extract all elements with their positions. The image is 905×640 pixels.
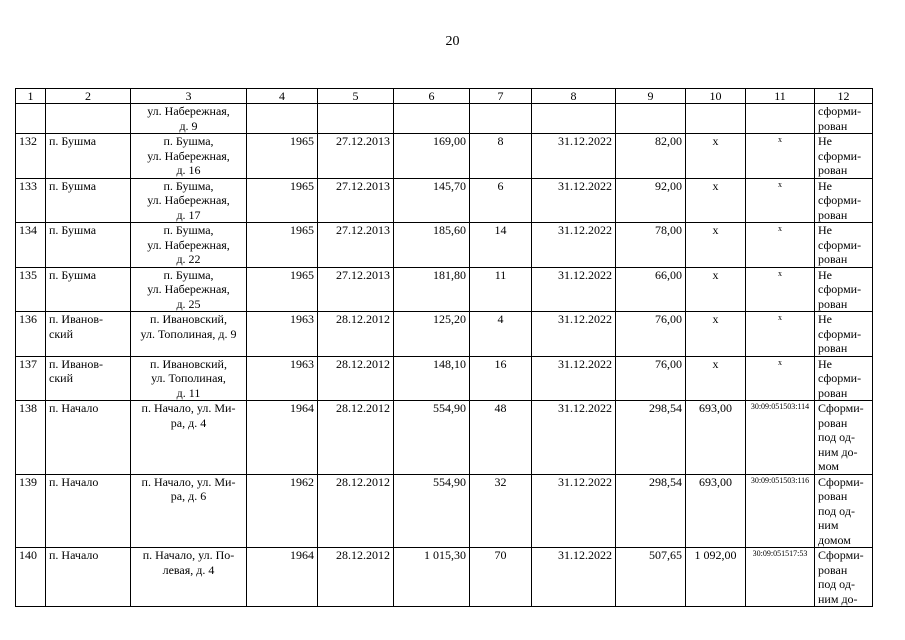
cell-number: 137 xyxy=(16,356,46,401)
table-row xyxy=(16,312,873,357)
cell-value9: 82,00 xyxy=(616,134,686,179)
cell-year: 1963 xyxy=(247,356,318,401)
cell-number: 139 xyxy=(16,474,46,548)
cell-value10: 693,00 xyxy=(686,401,746,475)
cell-deadline: 31.12.2022 xyxy=(532,134,616,179)
column-header: 3 xyxy=(131,89,247,104)
cell-status: Сформи- рован под од- ним домом xyxy=(815,474,873,548)
cell-status: Не сформи- рован xyxy=(815,356,873,401)
column-header: 7 xyxy=(470,89,532,104)
cell-count: 48 xyxy=(470,401,532,475)
table-row xyxy=(16,178,873,223)
cell-date: 28.12.2012 xyxy=(318,474,394,548)
cell-area: 125,20 xyxy=(394,312,470,357)
cell-deadline: 31.12.2022 xyxy=(532,401,616,475)
cell-cadastral: х xyxy=(746,356,815,401)
column-header: 6 xyxy=(394,89,470,104)
cell-area: 554,90 xyxy=(394,474,470,548)
cell-cadastral: 30:09:051503:116 xyxy=(746,474,815,548)
cell-date: 27.12.2013 xyxy=(318,223,394,268)
cell-status: Не сформи- рован xyxy=(815,267,873,312)
cell-address: п. Начало, ул. По- левая, д. 4 xyxy=(131,548,247,607)
cell-cadastral: х xyxy=(746,267,815,312)
cell-settlement xyxy=(46,104,131,134)
cell-status: Не сформи- рован xyxy=(815,134,873,179)
cell-area: 145,70 xyxy=(394,178,470,223)
cell-number: 133 xyxy=(16,178,46,223)
cell-count: 6 xyxy=(470,178,532,223)
cell-count: 11 xyxy=(470,267,532,312)
cell-settlement: п. Бушма xyxy=(46,134,131,179)
cell-address: ул. Набережная, д. 9 xyxy=(131,104,247,134)
cell-count: 32 xyxy=(470,474,532,548)
cell-status: сформи- рован xyxy=(815,104,873,134)
cell-settlement: п. Иванов- ский xyxy=(46,312,131,357)
cell-count: 70 xyxy=(470,548,532,607)
cell-status: Не сформи- рован xyxy=(815,178,873,223)
table-row xyxy=(16,548,873,607)
cell-date: 28.12.2012 xyxy=(318,401,394,475)
cell-year: 1965 xyxy=(247,178,318,223)
cell-settlement: п. Иванов- ский xyxy=(46,356,131,401)
column-header: 2 xyxy=(46,89,131,104)
column-number-row xyxy=(16,89,873,104)
cell-area: 148,10 xyxy=(394,356,470,401)
cell-cadastral: 30:09:051503:114 xyxy=(746,401,815,475)
cell-value10: х xyxy=(686,312,746,357)
cell-deadline: 31.12.2022 xyxy=(532,223,616,268)
cell-deadline: 31.12.2022 xyxy=(532,312,616,357)
cell-date: 28.12.2012 xyxy=(318,548,394,607)
cell-value9: 78,00 xyxy=(616,223,686,268)
cell-settlement: п. Бушма xyxy=(46,223,131,268)
cell-year: 1963 xyxy=(247,312,318,357)
cell-value9: 298,54 xyxy=(616,401,686,475)
table-row xyxy=(16,401,873,475)
cell-settlement: п. Начало xyxy=(46,548,131,607)
cell-year: 1965 xyxy=(247,134,318,179)
table-row xyxy=(16,134,873,179)
cell-status: Сформи- рован под од- ним до- xyxy=(815,548,873,607)
column-header: 11 xyxy=(746,89,815,104)
cell-status: Сформи- рован под од- ним до- мом xyxy=(815,401,873,475)
cell-area: 1 015,30 xyxy=(394,548,470,607)
cell-address: п. Начало, ул. Ми- ра, д. 4 xyxy=(131,401,247,475)
cell-status: Не сформи- рован xyxy=(815,312,873,357)
cell-value10: х xyxy=(686,267,746,312)
cell-value10: х xyxy=(686,134,746,179)
cell-area: 554,90 xyxy=(394,401,470,475)
cell-number xyxy=(16,104,46,134)
column-header: 8 xyxy=(532,89,616,104)
cell-year: 1965 xyxy=(247,267,318,312)
cell-address: п. Бушма, ул. Набережная, д. 25 xyxy=(131,267,247,312)
cell-count: 16 xyxy=(470,356,532,401)
cell-number: 138 xyxy=(16,401,46,475)
cell-date: 27.12.2013 xyxy=(318,267,394,312)
cell-number: 134 xyxy=(16,223,46,268)
cell-value10 xyxy=(686,104,746,134)
cell-count xyxy=(470,104,532,134)
cell-date: 28.12.2012 xyxy=(318,312,394,357)
cell-address: п. Ивановский, ул. Тополиная, д. 11 xyxy=(131,356,247,401)
cell-value9: 298,54 xyxy=(616,474,686,548)
cell-value9: 507,65 xyxy=(616,548,686,607)
cell-deadline: 31.12.2022 xyxy=(532,548,616,607)
table-row xyxy=(16,356,873,401)
column-header: 5 xyxy=(318,89,394,104)
cell-area: 185,60 xyxy=(394,223,470,268)
cell-count: 14 xyxy=(470,223,532,268)
cell-deadline: 31.12.2022 xyxy=(532,178,616,223)
column-header: 4 xyxy=(247,89,318,104)
cell-year xyxy=(247,104,318,134)
cell-deadline: 31.12.2022 xyxy=(532,356,616,401)
table-row xyxy=(16,267,873,312)
cell-value9: 92,00 xyxy=(616,178,686,223)
register-table xyxy=(15,88,873,607)
cell-number: 140 xyxy=(16,548,46,607)
cell-area xyxy=(394,104,470,134)
cell-address: п. Бушма, ул. Набережная, д. 16 xyxy=(131,134,247,179)
cell-settlement: п. Начало xyxy=(46,401,131,475)
cell-date: 27.12.2013 xyxy=(318,178,394,223)
cell-area: 181,80 xyxy=(394,267,470,312)
cell-area: 169,00 xyxy=(394,134,470,179)
cell-date xyxy=(318,104,394,134)
cell-value10: 693,00 xyxy=(686,474,746,548)
page-number: 20 xyxy=(445,34,460,49)
cell-value10: 1 092,00 xyxy=(686,548,746,607)
cell-address: п. Начало, ул. Ми- ра, д. 6 xyxy=(131,474,247,548)
cell-year: 1964 xyxy=(247,548,318,607)
cell-value9: 76,00 xyxy=(616,312,686,357)
table-row xyxy=(16,223,873,268)
cell-value10: х xyxy=(686,178,746,223)
cell-deadline: 31.12.2022 xyxy=(532,474,616,548)
cell-cadastral: х xyxy=(746,312,815,357)
cell-value10: х xyxy=(686,223,746,268)
cell-settlement: п. Начало xyxy=(46,474,131,548)
cell-settlement: п. Бушма xyxy=(46,178,131,223)
cell-deadline: 31.12.2022 xyxy=(532,267,616,312)
cell-value9: 76,00 xyxy=(616,356,686,401)
continuation-row xyxy=(16,104,873,134)
cell-number: 135 xyxy=(16,267,46,312)
column-header: 10 xyxy=(686,89,746,104)
cell-deadline xyxy=(532,104,616,134)
cell-year: 1964 xyxy=(247,401,318,475)
cell-number: 136 xyxy=(16,312,46,357)
table-row xyxy=(16,474,873,548)
cell-year: 1962 xyxy=(247,474,318,548)
cell-cadastral xyxy=(746,104,815,134)
column-header: 1 xyxy=(16,89,46,104)
cell-settlement: п. Бушма xyxy=(46,267,131,312)
cell-value10: х xyxy=(686,356,746,401)
column-header: 9 xyxy=(616,89,686,104)
cell-cadastral: х xyxy=(746,178,815,223)
cell-date: 28.12.2012 xyxy=(318,356,394,401)
cell-year: 1965 xyxy=(247,223,318,268)
cell-cadastral: х xyxy=(746,134,815,179)
cell-count: 4 xyxy=(470,312,532,357)
cell-address: п. Бушма, ул. Набережная, д. 17 xyxy=(131,178,247,223)
cell-address: п. Бушма, ул. Набережная, д. 22 xyxy=(131,223,247,268)
cell-date: 27.12.2013 xyxy=(318,134,394,179)
cell-cadastral: 30:09:051517:53 xyxy=(746,548,815,607)
column-header: 12 xyxy=(815,89,873,104)
cell-address: п. Ивановский, ул. Тополиная, д. 9 xyxy=(131,312,247,357)
cell-number: 132 xyxy=(16,134,46,179)
cell-count: 8 xyxy=(470,134,532,179)
cell-value9: 66,00 xyxy=(616,267,686,312)
cell-value9 xyxy=(616,104,686,134)
cell-cadastral: х xyxy=(746,223,815,268)
cell-status: Не сформи- рован xyxy=(815,223,873,268)
